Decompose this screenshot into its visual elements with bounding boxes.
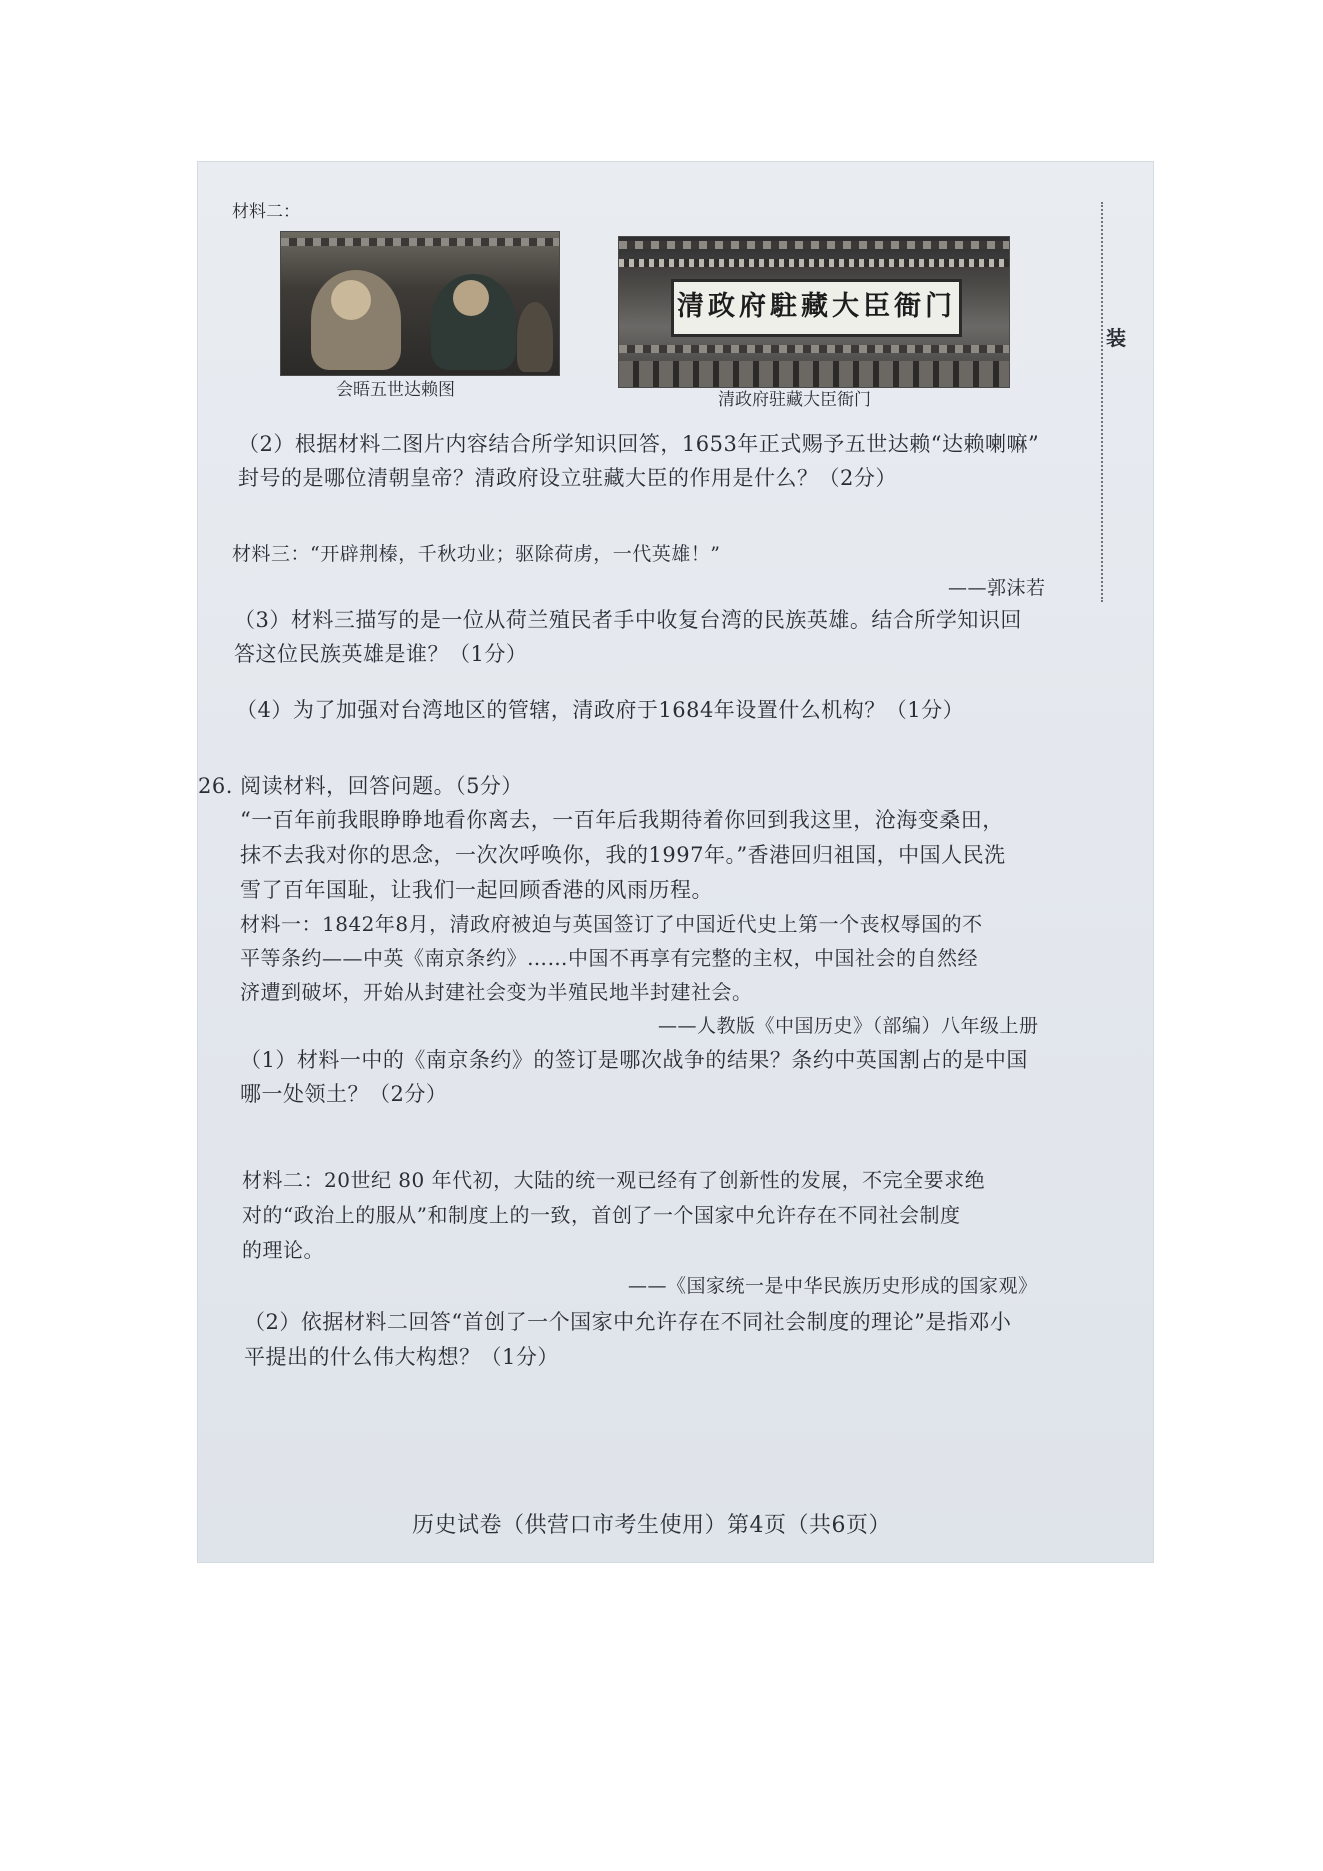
q26-2-line1: （2）依据材料二回答“首创了一个国家中允许存在不同社会制度的理论”是指邓小	[244, 1310, 1012, 1334]
binding-mark: 装	[1106, 326, 1126, 350]
q26-material1-source: ——人教版《中国历史》（部编）八年级上册	[658, 1015, 1039, 1037]
q25-2-line2: 封号的是哪位清朝皇帝？清政府设立驻藏大臣的作用是什么？（2分）	[238, 466, 897, 490]
q26-material2-line1: 材料二：20世纪 80 年代初，大陆的统一观已经有了创新性的发展，不完全要求绝	[242, 1168, 986, 1192]
q26-material2-line2: 对的“政治上的服从”和制度上的一致，首创了一个国家中允许存在不同社会制度	[242, 1203, 961, 1227]
amban-photo-caption: 清政府驻藏大臣衙门	[718, 390, 871, 410]
q25-3-line2: 答这位民族英雄是谁？（1分）	[234, 642, 528, 666]
q26-2-line2: 平提出的什么伟大构想？（1分）	[244, 1345, 559, 1369]
q26-material1-line2: 平等条约——中英《南京条约》……中国不再享有完整的主权，中国社会的自然经	[240, 946, 978, 970]
dalai-lama-meeting-photo	[280, 231, 560, 376]
q26-material1-line3: 济遭到破坏，开始从封建社会变为半殖民地半封建社会。	[240, 980, 753, 1004]
q26-material2-source: ——《国家统一是中华民族历史形成的国家观》	[628, 1275, 1038, 1297]
page-footer: 历史试卷（供营口市考生使用）第4页（共6页）	[412, 1513, 891, 1538]
exam-page	[198, 162, 1153, 1562]
q26-intro-line1: “一百年前我眼睁睁地看你离去，一百年后我期待着你回到我这里，沧海变桑田，	[240, 808, 1004, 832]
q26-material1-line1: 材料一：1842年8月，清政府被迫与英国签订了中国近代史上第一个丧权辱国的不	[240, 912, 983, 936]
binding-dotted-line	[1101, 202, 1103, 602]
q26-material2-line3: 的理论。	[242, 1238, 324, 1262]
amban-office-gate-photo	[618, 236, 1010, 388]
q25-material3-source: ——郭沫若	[948, 577, 1046, 599]
material2-label: 材料二：	[232, 202, 300, 222]
q25-material3-text: 材料三：“开辟荆榛，千秋功业；驱除荷虏，一代英雄！”	[232, 543, 721, 565]
q26-heading: 26. 阅读材料，回答问题。（5分）	[198, 774, 523, 798]
amban-office-plaque: 清政府駐藏大臣衙门	[671, 279, 962, 337]
q25-2-line1: （2）根据材料二图片内容结合所学知识回答，1653年正式赐予五世达赖“达赖喇嘛”	[238, 432, 1040, 456]
dalai-lama-photo-caption: 会晤五世达赖图	[336, 380, 455, 400]
q26-1-line2: 哪一处领土？（2分）	[240, 1082, 448, 1106]
q26-1-line1: （1）材料一中的《南京条约》的签订是哪次战争的结果？条约中英国割占的是中国	[240, 1048, 1028, 1072]
q26-intro-line2: 抹不去我对你的思念，一次次呼唤你，我的1997年。”香港回归祖国，中国人民洗	[240, 843, 1006, 867]
q25-4-line1: （4）为了加强对台湾地区的管辖，清政府于1684年设置什么机构？（1分）	[236, 698, 965, 722]
q26-intro-line3: 雪了百年国耻，让我们一起回顾香港的风雨历程。	[240, 878, 713, 902]
q25-3-line1: （3）材料三描写的是一位从荷兰殖民者手中收复台湾的民族英雄。结合所学知识回	[234, 608, 1022, 632]
